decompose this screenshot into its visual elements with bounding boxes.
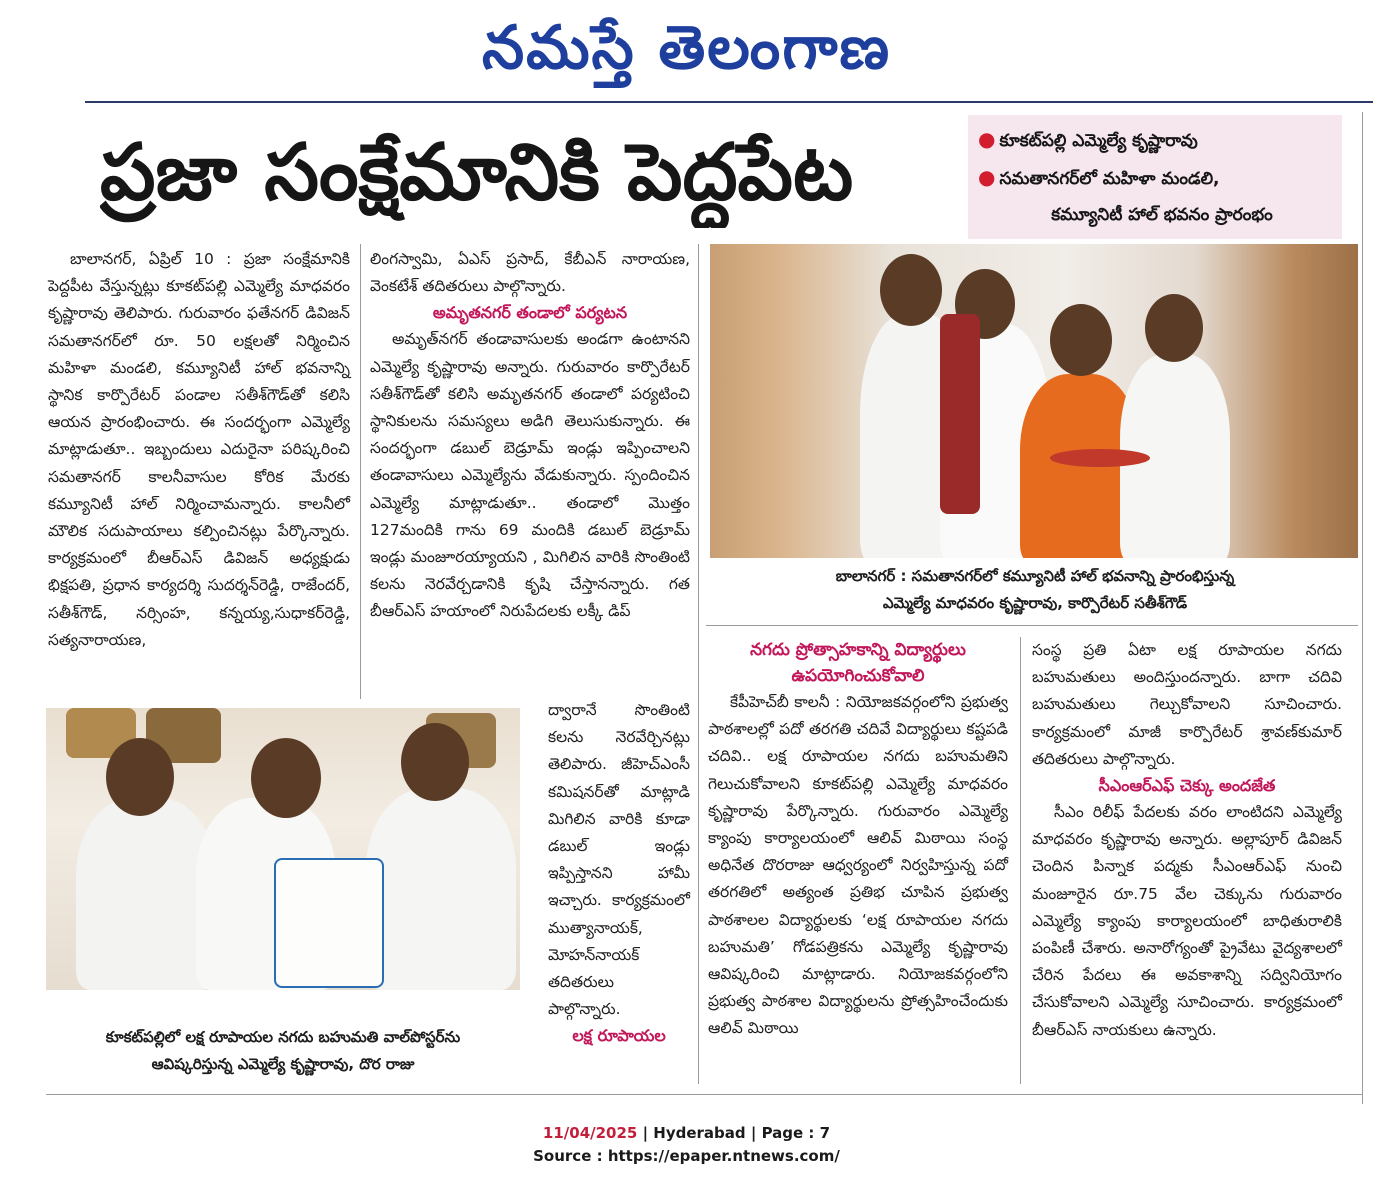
- masthead: [0, 0, 1373, 100]
- article-paragraph: అమృత్‌నగర్‌ తండావాసులకు అండగా ఉంటానని ఎమ్మెల్యే కృష్ణారావు అన్నారు. గురువారం కార్పొరేటర్‌ సతీశ్‌గౌడ్‌తో కలిసి అమృతనగర్‌ తండాలో పర్యటించి స్థానికులను సమస్యలు అడిగి తెలుసుకున్నారు. ఈ సందర్భంగా డబుల్‌ బెడ్రూమ్‌ ఇండ్లు ఇప్పించాలని తండావాసులు ఎమ్మెల్యేను వేడుకున్నారు. స్పందించిన ఎమ్మెల్యే మాట్లాడుతూ.. తండాలో మొత్తం 127మందికి గాను 69 మందికి డబుల్‌ బెడ్రూమ్‌ ఇండ్లు మంజూరయ్యాయని , మిగిలిన వారికి సొంతింటి కలను నెరవేర్చడానికి కృషి చేస్తానన్నారు. గత బీఆర్‌ఎస్‌ హయాంలో నిరుపేదలకు లక్కీ డిప్‌: [370, 330, 690, 621]
- page-bottom-rule: [46, 1094, 1362, 1095]
- column-divider: [360, 244, 361, 699]
- newspaper-logo: నమస్తే తెలంగాణ: [481, 13, 892, 83]
- photo-person-head: [1050, 304, 1112, 376]
- page-footer-line-1: [0, 1124, 1373, 1142]
- photo-caption: కూకట్‌పల్లిలో లక్ష రూపాయల నగదు బహుమతి వాల్‌పోస్టర్‌ను ఆవిష్కరిస్తున్న ఎమ్మెల్యే కృష్ణారావు, దొర రాజు: [105, 1028, 461, 1073]
- article-paragraph: సంస్థ ప్రతి ఏటా లక్ష రూపాయల నగదు బహుమతులు అందిస్తుందన్నారు. బాగా చదివి బహుమతులు గెల్చుకోవాలని సూచించారు. కార్యక్రమంలో మాజీ కార్పొరేటర్‌ శ్రావణ్‌కుమార్‌ తదితరులు పాల్గొన్నారు.: [1032, 641, 1342, 768]
- section-subhead: సీఎంఆర్‌ఎఫ్‌ చెక్కు అందజేత: [1098, 776, 1276, 796]
- article-column-3: [708, 637, 1008, 1043]
- article-paragraph: సీఎం రిలీఫ్‌ పేదలకు వరం లాంటిదని ఎమ్మెల్యే మాధవరం కృష్ణారావు అన్నారు. అల్లాపూర్‌ డివిజన్‌ చెందిన పిన్నాక పద్మకు సీఎంఆర్‌ఎఫ్‌ నుంచి మంజూరైన రూ.75 వేల చెక్కును గురువారం ఎమ్మెల్యే క్యాంపు కార్యాలయంలో బాధితురాలికి పంపిణీ చేశారు. అనారోగ్యంతో ప్రైవేటు వైద్యశాలలో చేరిన పేదలు ఈ అవకాశాన్ని సద్వినియోగం చేసుకోవాలని ఎమ్మెల్యే సూచించారు. కార్యక్రమంలో బీఆర్‌ఎస్‌ నాయకులు ఉన్నారు.: [1032, 803, 1342, 1039]
- photo-person-head: [401, 723, 469, 801]
- highlight-item: ● కూకట్‌పల్లి ఎమ్మెల్యే కృష్ణారావు: [978, 127, 1198, 151]
- column-divider: [1020, 637, 1021, 1084]
- highlights-box: [968, 115, 1342, 239]
- column-divider: [1362, 112, 1363, 1104]
- photo-person: [76, 798, 216, 990]
- section-divider: [706, 625, 1358, 626]
- section-subhead: అమృతనగర్‌ తండాలో పర్యటన: [432, 303, 628, 323]
- photo-wall-poster: [274, 858, 384, 988]
- highlight-item: కమ్యూనిటీ హాల్‌ భవనం ప్రారంభం: [1051, 205, 1273, 225]
- highlight-item: ● సమతానగర్‌లో మహిళా మండలి,: [978, 165, 1220, 189]
- page-footer-line-2: Source : https://epaper.ntnews.com/: [533, 1147, 840, 1165]
- article-column-4: [1032, 637, 1342, 1044]
- section-subhead: నగదు ప్రోత్సాహకాన్ని విద్యార్థులు ఉపయోగించుకోవాలి: [750, 640, 966, 686]
- masthead-rule: [85, 101, 1373, 103]
- article-headline: ప్రజా సంక్షేమానికి పెద్దపేట: [100, 128, 854, 218]
- photo-person-head: [251, 738, 321, 818]
- photo-flower-plate: [1050, 449, 1150, 467]
- photo-shawl: [940, 314, 980, 514]
- section-subhead: లక్ష రూపాయల: [572, 1026, 666, 1046]
- article-paragraph: ద్వారానే సొంతింటి కలను నెరవేర్చినట్లు తెలిపారు. జీహెచ్‌ఎంసీ కమిషనర్‌తో మాట్లాడి మిగిలిన వారికి కూడా డబుల్‌ ఇండ్లు ఇప్పిస్తానని హామీ ఇచ్చారు. కార్యక్రమంలో ముత్యానాయక్‌, మోహన్‌నాయక్‌ తదితరులు పాల్గొన్నారు.: [548, 701, 690, 1019]
- photo-caption: బాలానగర్‌ : సమతానగర్‌లో కమ్యూనిటీ హాల్‌ భవనాన్ని ప్రారంభిస్తున్న ఎమ్మెల్యే మాధవరం కృష్ణారావు, కార్పొరేటర్‌ సతీశ్‌గౌడ్‌: [835, 567, 1235, 612]
- footer-edition: | Hyderabad | Page : 7: [637, 1124, 831, 1142]
- photo-inauguration: [710, 244, 1358, 558]
- article-paragraph: బాలానగర్‌, ఏప్రిల్‌ 10 : ప్రజా సంక్షేమానికి పెద్దపీట వేస్తున్నట్లు కూకట్‌పల్లి ఎమ్మెల్యే మాధవరం కృష్ణారావు తెలిపారు. గురువారం ఫతేనగర్‌ డివిజన్‌ సమతానగర్‌లో రూ. 50 లక్షలతో నిర్మించిన మహిళా మండలి, కమ్యూనిటీ హాల్‌ భవనాన్ని స్థానిక కార్పొరేటర్‌ పండాల సతీశ్‌గౌడ్‌తో కలిసి ఆయన ప్రారంభించారు. ఈ సందర్భంగా ఎమ్మెల్యే మాట్లాడుతూ.. ఇబ్బందులు ఎదురైనా పరిష్కరించి సమతానగర్‌ కాలనీవాసుల కోరిక మేరకు కమ్యూనిటీ హాల్‌ నిర్మించామన్నారు. కాలనీలో మౌలిక సదుపాయాలు కల్పించినట్లు పేర్కొన్నారు. కార్యక్రమంలో బీఆర్‌ఎస్‌ డివిజన్‌ అధ్యక్షుడు భిక్షపతి, ప్రధాన కార్యదర్శి సుదర్శన్‌రెడ్డి, రాజేందర్‌, సతీశ్‌గౌడ్‌, నర్సింహ, కన్నయ్య,సుధాకర్‌రెడ్డి, సత్యనారాయణ,: [48, 250, 350, 649]
- article-column-1: [48, 246, 350, 654]
- footer-date: 11/04/2025: [542, 1124, 638, 1142]
- article-paragraph: లింగస్వామి, ఏఎస్‌ ప్రసాద్‌, కేబీఎన్‌ నారాయణ, వెంకటేశ్‌ తదితరులు పాల్గొన్నారు.: [370, 250, 690, 296]
- article-column-2-continued: [548, 697, 690, 1049]
- column-divider: [698, 244, 699, 1084]
- article-column-2: [370, 246, 690, 626]
- bullet-icon: ●: [978, 127, 996, 151]
- photo-person-head: [106, 738, 174, 816]
- photo-person-head: [880, 254, 942, 326]
- bullet-icon: ●: [978, 165, 996, 189]
- photo-poster-release: [46, 708, 520, 990]
- photo-person: [366, 788, 516, 990]
- article-paragraph: కేపీహెచ్‌బీ కాలనీ : నియోజకవర్గంలోని ప్రభుత్వ పాఠశాలల్లో పదో తరగతి చదివే విద్యార్థులు కష్టపడి చదివి.. లక్ష రూపాయల నగదు బహుమతిని గెలుచుకోవాలని కూకట్‌పల్లి ఎమ్మెల్యే మాధవరం కృష్ణారావు పేర్కొన్నారు. గురువారం ఎమ్మెల్యే క్యాంపు కార్యాలయంలో ఆలివ్‌ మిఠాయి సంస్థ అధినేత దొరరాజు ఆధ్వర్యంలో నిర్వహిస్తున్న పదో తరగతిలో అత్యంత ప్రతిభ చూపిన ప్రభుత్వ పాఠశాలల విద్యార్థులకు ‘లక్ష రూపాయల నగదు బహుమతి’ గోడపత్రికను ఎమ్మెల్యే కృష్ణారావు ఆవిష్కరించి మాట్లాడారు. నియోజకవర్గంలోని ప్రభుత్వ పాఠశాల విద్యార్థులను ప్రోత్సహించేందుకు ఆలివ్‌ మిఠాయి: [708, 693, 1008, 1038]
- photo-person-head: [1145, 294, 1203, 362]
